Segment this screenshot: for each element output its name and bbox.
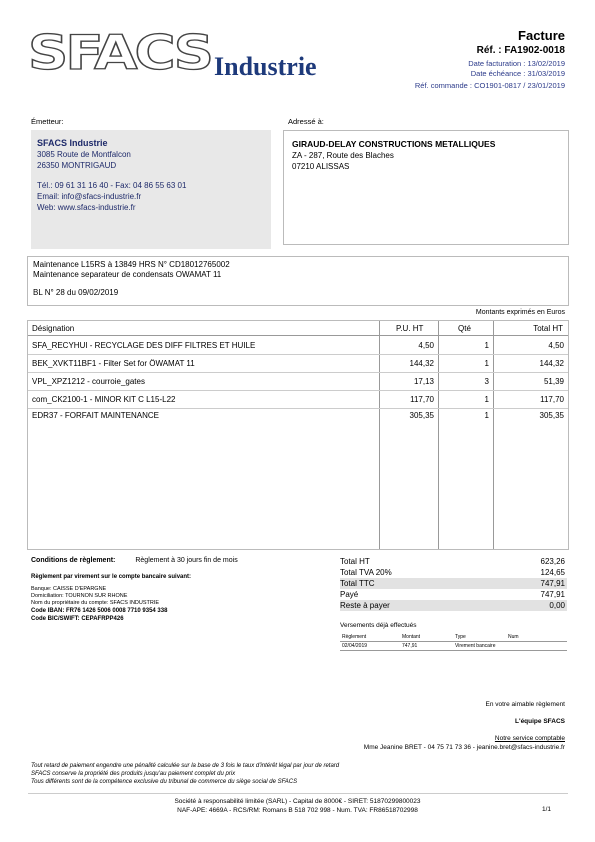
paid-label: Payé — [340, 590, 359, 599]
invoice-header — [415, 28, 565, 91]
row-designation: VPL_XPZ1212 - courroie_gates — [32, 377, 145, 386]
payments-type: Virement bancaire — [455, 643, 496, 649]
payments-row — [340, 642, 567, 651]
total-ttc-value: 747,91 — [540, 579, 565, 588]
accounting-contact: Mme Jeanine BRET - 04 75 71 73 36 - jeanine.bret@sfacs-industrie.fr — [363, 744, 565, 751]
remaining-row — [340, 600, 567, 611]
payments-date: 02/04/2019 — [342, 643, 368, 649]
payments-header-num: Num — [508, 634, 519, 640]
company-logo — [28, 25, 318, 90]
emitter-web: Web: www.sfacs-industrie.fr — [37, 203, 136, 212]
ref-commande: Réf. commande : CO1901-0817 / 23/01/2019 — [414, 81, 565, 90]
invoice-title: Facture — [518, 28, 565, 43]
payment-conditions — [31, 557, 238, 623]
row-qty: 3 — [484, 377, 489, 386]
object-bl: BL N° 28 du 09/02/2019 — [33, 288, 119, 297]
object-line2: Maintenance separateur de condensats OWAMAT 11 — [33, 270, 222, 279]
payments-amount: 747,91 — [402, 643, 418, 649]
row-pu: 4,50 — [418, 341, 434, 350]
payments-header-reglement: Règlement — [342, 634, 367, 640]
object-box — [27, 256, 569, 306]
total-ttc-row — [340, 578, 567, 589]
row-designation: EDR37 - FORFAIT MAINTENANCE — [32, 411, 159, 420]
row-pu: 17,13 — [413, 377, 434, 386]
table-header — [28, 321, 568, 336]
logo-suffix: Industrie — [214, 52, 317, 81]
footer — [0, 797, 595, 815]
logo-brand: SFACS — [28, 25, 211, 81]
row-total: 51,39 — [543, 377, 564, 386]
row-total: 144,32 — [539, 359, 564, 368]
payments-title: Versements déjà effectués — [340, 622, 417, 629]
totals-block — [340, 556, 567, 611]
row-total: 4,50 — [548, 341, 564, 350]
table-row — [28, 355, 568, 373]
footer-line1: Société à responsabilité limitée (SARL) - Capital de 8000€ - SIRET: 51870299800023 — [174, 798, 421, 805]
legal-line2: SFACS conserve la propriété des produits jusqu'au paiement complet du prix — [31, 771, 236, 777]
emitter-name: SFACS Industrie — [37, 138, 108, 148]
payments-header-type: Type — [455, 634, 466, 640]
payments-header-montant: Montant — [402, 634, 421, 640]
row-pu: 305,35 — [409, 411, 434, 420]
total-ht-row — [340, 556, 567, 567]
greeting: En votre aimable règlement — [485, 701, 565, 708]
table-row — [28, 337, 568, 355]
items-table — [27, 320, 569, 550]
date-echeance: Date échéance : 31/03/2019 — [470, 68, 565, 78]
total-ttc-label: Total TTC — [340, 579, 375, 588]
recipient-box — [283, 130, 569, 245]
conditions-label: Conditions de règlement: — [31, 557, 116, 564]
paid-value: 747,91 — [540, 590, 565, 599]
total-tva-row — [340, 567, 567, 578]
header-qty: Qté — [458, 324, 471, 333]
bank-iban: Code IBAN: FR76 1426 5006 0008 7710 9354 338 — [31, 608, 168, 614]
date-facturation: Date facturation : 13/02/2019 — [468, 59, 565, 68]
header-designation: Désignation — [32, 324, 75, 333]
legal-notes — [31, 762, 339, 786]
total-tva-label: Total TVA 20% — [340, 568, 392, 577]
row-pu: 144,32 — [409, 359, 434, 368]
legal-line1: Tout retard de paiement engendre une pénalité calculée sur la base de 3 fois le taux d'intérêt légal par jour de retard — [31, 763, 340, 769]
accounting-service: Notre service comptable — [494, 735, 565, 742]
header-pu: P.U. HT — [396, 324, 424, 333]
row-designation: com_CK2100-1 - MINOR KIT C L15-L22 — [32, 395, 176, 404]
page-number: 1/1 — [541, 806, 551, 813]
total-ht-value: 623,26 — [540, 557, 565, 566]
table-row — [28, 373, 568, 391]
row-designation: BEK_XVKT11BF1 - Filter Set for ÖWAMAT 11 — [32, 359, 195, 368]
recipient-address1: ZA - 287, Route des Blaches — [292, 151, 394, 160]
row-qty: 1 — [484, 359, 489, 368]
emitter-box — [31, 130, 271, 249]
virement-title: Règlement par virement sur le compte bancaire suivant: — [31, 574, 192, 580]
bank-domiciliation: Domiciliation: TOURNON SUR RHONE — [31, 593, 128, 599]
emitter-address1: 3085 Route de Montfalcon — [37, 150, 131, 159]
total-tva-value: 124,65 — [540, 568, 565, 577]
legal-line3: Tous différents sont de la compétence exclusive du tribunal de commerce du siège social de SFACS — [31, 779, 298, 785]
paid-row — [340, 589, 567, 600]
invoice-ref: Réf. : FA1902-0018 — [476, 45, 565, 56]
emitter-address2: 26350 MONTRIGAUD — [37, 161, 117, 170]
row-qty: 1 — [484, 341, 489, 350]
row-pu: 117,70 — [410, 395, 434, 404]
payments-header — [340, 633, 567, 642]
row-qty: 1 — [484, 411, 489, 420]
total-ht-label: Total HT — [340, 557, 370, 566]
object-line1: Maintenance L15RS à 13849 HRS N° CD18012765002 — [33, 260, 230, 269]
remaining-label: Reste à payer — [340, 601, 390, 610]
table-row — [28, 407, 568, 424]
row-total: 117,70 — [540, 395, 564, 404]
team-signature: L'équipe SFACS — [515, 718, 565, 725]
footer-line2: NAF-APE: 4669A - RCS/RM: Romans B 518 702 998 - Num. TVA: FR86518702998 — [177, 807, 418, 814]
remaining-value: 0,00 — [549, 601, 565, 610]
row-designation: SFA_RECYHUI - RECYCLAGE DES DIFF FILTRES ET HUILE — [32, 341, 256, 350]
payments-made — [340, 622, 567, 651]
bank-owner: Nom du propriétaire du compte: SFACS INDUSTRIE — [31, 600, 160, 606]
emitter-phone: Tél.: 09 61 31 16 40 - Fax: 04 86 55 63 01 — [37, 181, 187, 190]
payments-table — [340, 633, 567, 651]
recipient-name: GIRAUD-DELAY CONSTRUCTIONS METALLIQUES — [292, 139, 496, 149]
currency-note: Montants exprimés en Euros — [475, 309, 565, 316]
row-qty: 1 — [484, 395, 489, 404]
bank-bic: Code BIC/SWIFT: CEPAFRPP426 — [31, 616, 124, 622]
recipient-label: Adressé à: — [288, 117, 324, 126]
emitter-label: Émetteur: — [31, 117, 64, 126]
header-total: Total HT — [533, 324, 563, 333]
row-total: 305,35 — [539, 411, 564, 420]
bank-name: Banque: CAISSE D'EPARGNE — [31, 586, 107, 592]
emitter-email: Email: info@sfacs-industrie.fr — [37, 192, 142, 201]
recipient-address2: 07210 ALISSAS — [292, 162, 350, 171]
footer-divider — [28, 793, 568, 794]
conditions-value: Règlement à 30 jours fin de mois — [135, 557, 238, 564]
